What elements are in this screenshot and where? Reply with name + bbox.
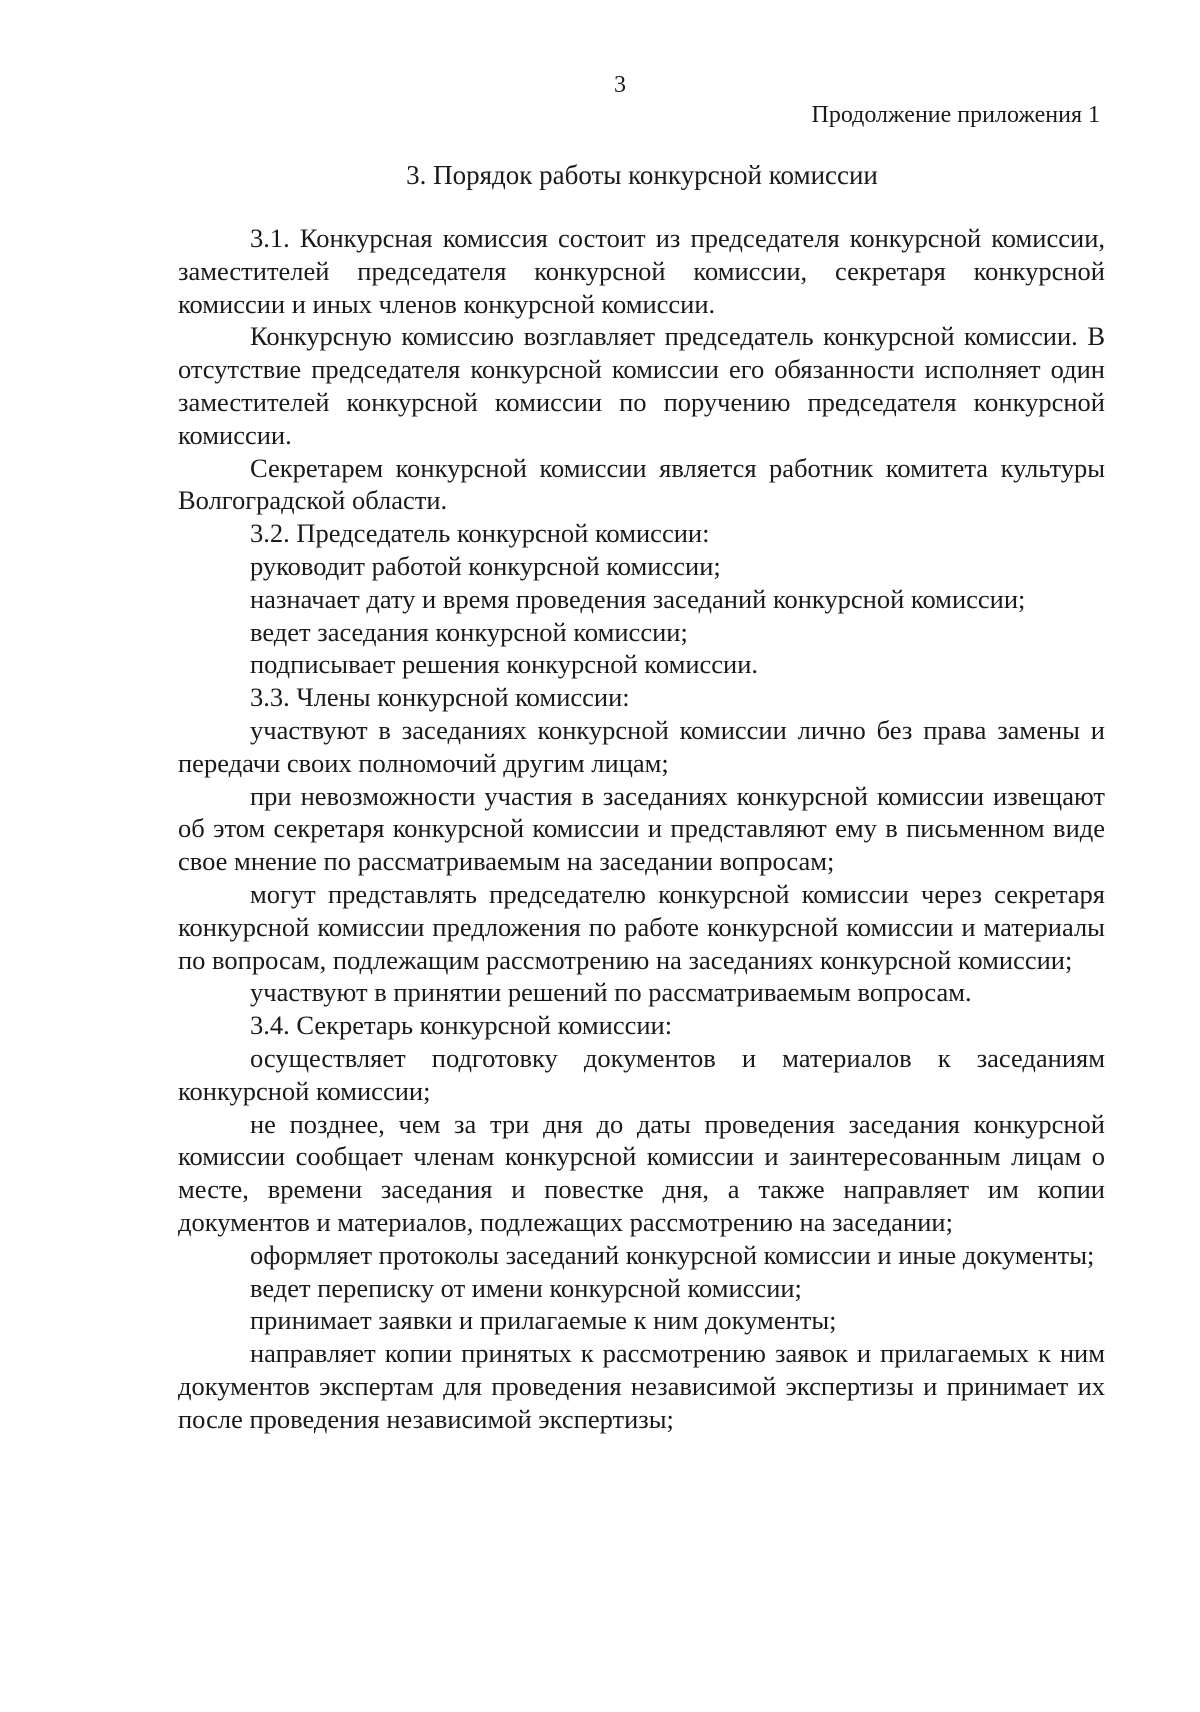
paragraph: участвуют в принятии решений по рассматриваемым вопросам. — [250, 977, 972, 1008]
paragraph: не позднее, чем за три дня до даты проведения заседания конкурсной комиссии сообщает членам конкурсной комиссии и заинтересованным лицам о месте, времени заседания и повестке дня, а также направляет им копии документов и материалов, подлежащих рассмотрению на заседании; — [178, 1108, 1105, 1237]
paragraph: Секретарем конкурсной комиссии является работник комитета культуры Волгоградской области. — [178, 452, 1105, 516]
paragraph: участвуют в заседаниях конкурсной комиссии лично без права замены и передачи своих полномочий другим лицам; — [178, 714, 1105, 778]
paragraph: могут представлять председателю конкурсной комиссии через секретаря конкурсной комиссии предложения по работе конкурсной комиссии и материалы по вопросам, подлежащим рассмотрению на заседаниях конкурсной комиссии; — [178, 878, 1105, 975]
paragraph: 3.4. Секретарь конкурсной комиссии: — [250, 1010, 673, 1041]
body-text — [178, 222, 1105, 1435]
paragraph: осуществляет подготовку документов и материалов к заседаниям конкурсной комиссии; — [178, 1042, 1105, 1106]
paragraph: принимает заявки и прилагаемые к ним документы; — [250, 1305, 837, 1336]
paragraph: 3.1. Конкурсная комиссия состоит из председателя конкурсной комиссии, заместителей председателя конкурсной комиссии, секретаря конкурсной комиссии и иных членов конкурсной комиссии. — [178, 223, 1105, 319]
paragraph: Конкурсную комиссию возглавляет председатель конкурсной комиссии. В отсутствие председателя конкурсной комиссии его обязанности исполняет один заместителей конкурсной комиссии по поручению председателя конкурсной комиссии. — [178, 321, 1105, 450]
paragraph: оформляет протоколы заседаний конкурсной комиссии и иные документы; — [250, 1239, 1095, 1270]
paragraph: ведет переписку от имени конкурсной комиссии; — [250, 1272, 802, 1303]
paragraph: 3.3. Члены конкурсной комиссии: — [250, 682, 630, 713]
paragraph: назначает дату и время проведения заседаний конкурсной комиссии; — [250, 583, 1026, 614]
appendix-note: Продолжение приложения 1 — [811, 102, 1100, 128]
paragraph: при невозможности участия в заседаниях конкурсной комиссии извещают об этом секретаря конкурсной комиссии и представляют ему в письменном виде свое мнение по рассматриваемым на заседании вопросам; — [178, 780, 1105, 877]
paragraph: подписывает решения конкурсной комиссии. — [250, 649, 759, 680]
paragraph: руководит работой конкурсной комиссии; — [250, 550, 721, 581]
section-title: 3. Порядок работы конкурсной комиссии — [406, 160, 878, 190]
paragraph: 3.2. Председатель конкурсной комиссии: — [250, 518, 710, 549]
paragraph: ведет заседания конкурсной комиссии; — [250, 616, 688, 647]
page-number: 3 — [614, 72, 626, 98]
paragraph: направляет копии принятых к рассмотрению заявок и прилагаемых к ним документов экспертам для проведения независимой экспертизы и принимает их после проведения независимой экспертизы; — [178, 1338, 1105, 1434]
